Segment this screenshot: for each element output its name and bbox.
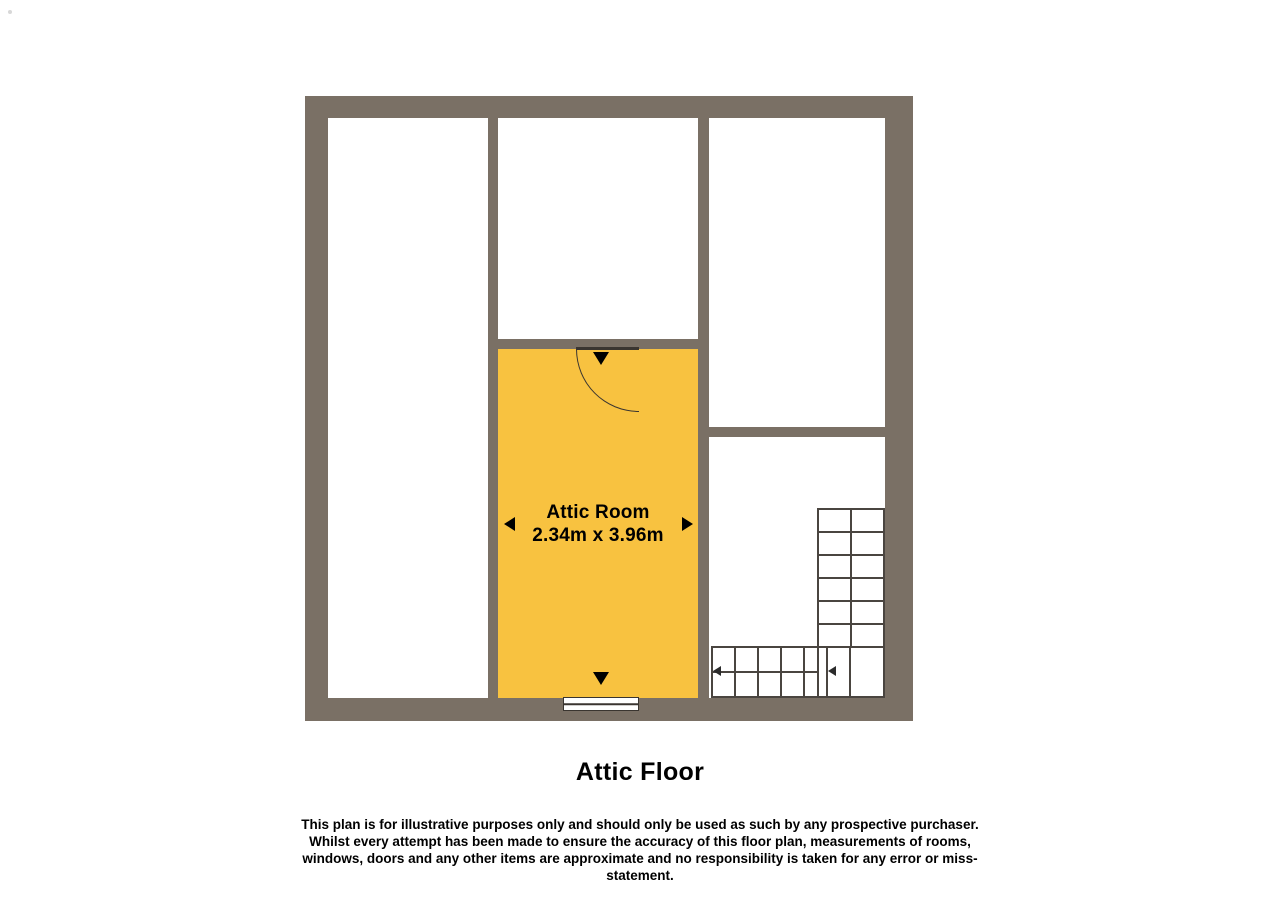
dimension-arrow-bottom [593,672,609,685]
window-pane [564,703,638,705]
staircase [697,504,885,698]
room-top-right [709,118,885,427]
room-top-middle [498,118,698,339]
stair-direction-arrow-1 [713,666,721,676]
dimension-arrow-top [593,352,609,365]
window-bottom [563,697,639,711]
corner-marker [8,10,12,14]
room-attic-name: Attic Room [546,502,650,523]
room-attic-label-group [498,501,698,547]
floor-plan-disclaimer: This plan is for illustrative purposes only and should only be used as such by any prospective purchaser. Whilst every attempt has been made to ensure the accuracy of this floor plan, measurements of rooms, windows, doors and any other items are approximate and no responsibility is taken for any error or miss-statement. [301,817,979,883]
room-attic-dimensions: 2.34m x 3.96m [532,525,664,546]
stair-direction-arrow-2 [828,666,836,676]
floor-plan-title: Attic Floor [575,758,705,786]
floor-plan-drawing [305,96,913,721]
room-left [328,118,488,698]
